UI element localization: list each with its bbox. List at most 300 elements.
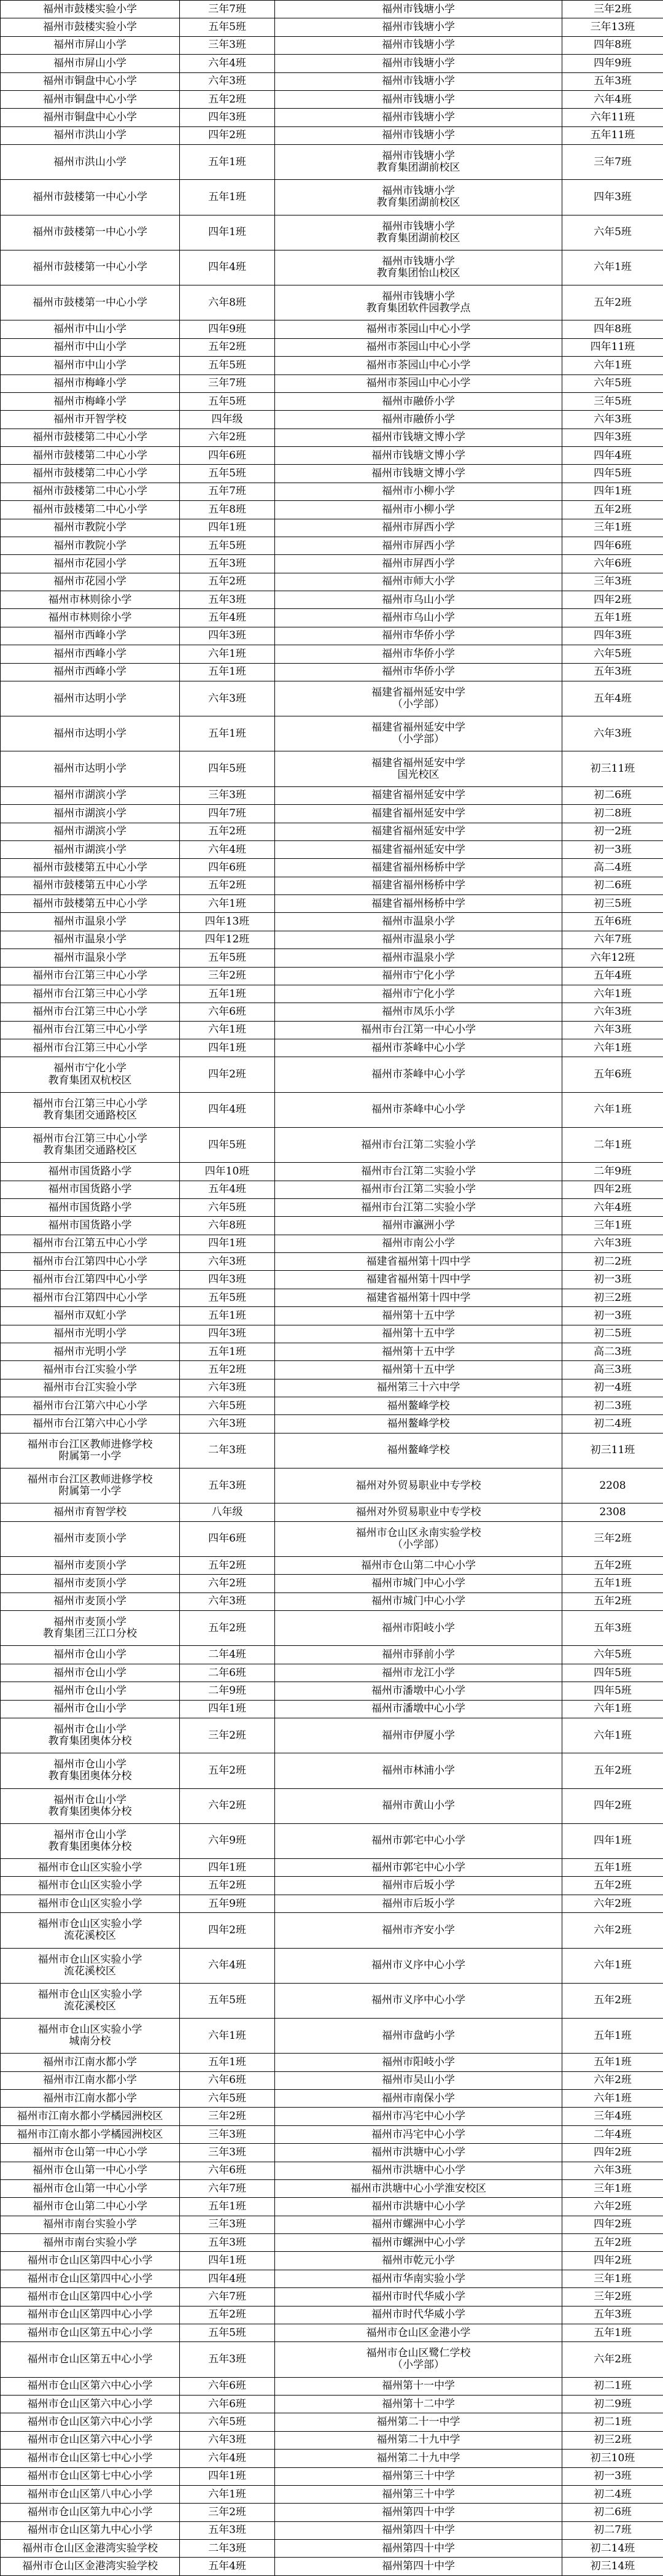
table-row [1, 786, 663, 804]
school-a-cell: 福州市温泉小学 [1, 931, 180, 949]
school-a-cell: 福州市仓山区金港湾实验学校 [1, 2540, 180, 2558]
class-a-cell: 六年5班 [180, 2090, 275, 2108]
table-row [1, 1415, 663, 1433]
table-row [1, 1163, 663, 1181]
school-a-cell: 福州市鼓楼第二中心小学 [1, 501, 180, 519]
class-b-cell: 初一3班 [562, 1271, 663, 1289]
school-b-cell: 福建省福州延安中学 [275, 840, 562, 858]
class-a-cell: 五年5班 [180, 949, 275, 967]
class-b-cell: 高二3班 [562, 1343, 663, 1360]
school-a-cell: 福州市洪山小学 [1, 145, 180, 180]
school-b-cell: 福州市潘墩中心小学 [275, 1700, 562, 1718]
school-a-cell: 福州市仓山区第四中心小学 [1, 2252, 180, 2270]
class-a-cell: 五年2班 [180, 338, 275, 356]
school-a-cell: 福州市麦顶小学 [1, 1575, 180, 1593]
school-a-cell: 福州市仓山第二中心小学 [1, 2198, 180, 2216]
school-a-cell: 福州市江南水都小学 [1, 2090, 180, 2108]
class-a-cell: 六年8班 [180, 285, 275, 320]
table-row [1, 1823, 663, 1858]
table-row [1, 2108, 663, 2125]
table-row [1, 2125, 663, 2143]
school-b-cell: 福建省福州杨桥中学 [275, 859, 562, 877]
school-b-cell: 福州市潘墩中心小学 [275, 1682, 562, 1700]
school-b-cell: 福州鳌峰学校 [275, 1433, 562, 1468]
table-row [1, 537, 663, 554]
class-a-cell: 四年7班 [180, 805, 275, 823]
table-row [1, 2413, 663, 2431]
class-a-cell: 六年1班 [180, 2019, 275, 2054]
class-b-cell: 四年1班 [562, 1823, 663, 1858]
class-b-cell: 五年3班 [562, 1611, 663, 1646]
class-b-cell: 初二1班 [562, 2377, 663, 2395]
table-row [1, 357, 663, 374]
table-row [1, 2216, 663, 2233]
table-row [1, 1718, 663, 1753]
table-row [1, 931, 663, 949]
class-b-cell: 六年1班 [562, 1948, 663, 1983]
school-a-cell: 福州市仓山小学 [1, 1646, 180, 1664]
table-row [1, 447, 663, 465]
table-row [1, 1217, 663, 1235]
class-b-cell: 六年1班 [562, 1700, 663, 1718]
school-a-cell: 福州市湖滨小学 [1, 840, 180, 858]
school-b-cell: 福州市乌山小学 [275, 591, 562, 609]
table-row [1, 1700, 663, 1718]
class-a-cell: 六年3班 [180, 2431, 275, 2449]
school-b-cell: 福建省福州延安中学 [275, 786, 562, 804]
class-a-cell: 四年3班 [180, 1271, 275, 1289]
class-a-cell: 六年6班 [180, 2396, 275, 2413]
class-b-cell: 五年1班 [562, 2054, 663, 2071]
school-a-cell: 福州市花园小学 [1, 555, 180, 573]
table-row [1, 2270, 663, 2287]
school-b-cell: 福州市钱塘小学 [275, 90, 562, 108]
table-row [1, 2288, 663, 2306]
school-a-cell: 福州市仓山区金港湾实验学校 [1, 2558, 180, 2576]
school-a-cell: 福州市鼓楼第五中心小学 [1, 859, 180, 877]
class-a-cell: 五年3班 [180, 2521, 275, 2539]
class-a-cell: 六年3班 [180, 1379, 275, 1397]
school-a-cell: 福州市鼓楼第二中心小学 [1, 447, 180, 465]
school-b-cell: 福州对外贸易职业中专学校 [275, 1503, 562, 1521]
school-a-cell: 福州市仓山区第九中心小学 [1, 2504, 180, 2521]
class-a-cell: 五年1班 [180, 180, 275, 215]
class-a-cell: 五年2班 [180, 823, 275, 840]
class-a-cell: 三年3班 [180, 36, 275, 54]
class-b-cell: 三年5班 [562, 392, 663, 410]
school-a-cell: 福州市西峰小学 [1, 663, 180, 681]
class-b-cell: 初一3班 [562, 840, 663, 858]
class-b-cell: 五年3班 [562, 72, 663, 90]
class-a-cell: 五年1班 [180, 2054, 275, 2071]
class-a-cell: 三年3班 [180, 786, 275, 804]
school-b-cell: 福州市洪塘中心小学淮安校区 [275, 2179, 562, 2197]
school-b-cell: 福州市郭宅中心小学 [275, 1859, 562, 1877]
table-row [1, 250, 663, 285]
table-row [1, 72, 663, 90]
table-row [1, 2198, 663, 2216]
school-b-cell: 福州市华侨小学 [275, 645, 562, 663]
table-row [1, 2450, 663, 2467]
school-a-cell: 福州市台江第六中心小学 [1, 1415, 180, 1433]
table-row [1, 1557, 663, 1575]
class-b-cell: 初二8班 [562, 805, 663, 823]
school-a-cell: 福州市达明小学 [1, 716, 180, 751]
school-b-cell: 福州市钱塘小学 教育集团湖前校区 [275, 145, 562, 180]
table-row [1, 645, 663, 663]
class-a-cell: 二年3班 [180, 1433, 275, 1468]
school-b-cell: 福州市钱塘小学 教育集团软件园教学点 [275, 285, 562, 320]
class-a-cell: 五年5班 [180, 465, 275, 483]
class-a-cell: 六年4班 [180, 1948, 275, 1983]
school-b-cell: 福建省福州延安中学 [275, 823, 562, 840]
class-a-cell: 四年9班 [180, 320, 275, 338]
class-a-cell: 五年8班 [180, 501, 275, 519]
school-b-cell: 福州市钱塘小学 教育集团怡山校区 [275, 250, 562, 285]
class-a-cell: 四年级 [180, 411, 275, 429]
school-a-cell: 福州市仓山区第八中心小学 [1, 2485, 180, 2503]
school-a-cell: 福州市铜盘中心小学 [1, 72, 180, 90]
class-a-cell: 四年5班 [180, 751, 275, 786]
class-b-cell: 六年5班 [562, 374, 663, 392]
school-b-cell: 福州市冯宅中心小学 [275, 2108, 562, 2125]
class-b-cell: 四年3班 [562, 627, 663, 645]
class-a-cell: 五年5班 [180, 357, 275, 374]
class-b-cell: 初二6班 [562, 2504, 663, 2521]
school-b-cell: 福州市台江第二实验小学 [275, 1163, 562, 1181]
class-b-cell: 2208 [562, 1468, 663, 1503]
table-row [1, 1877, 663, 1895]
school-a-cell: 福州市江南水都小学 [1, 2071, 180, 2089]
class-b-cell: 四年3班 [562, 429, 663, 446]
table-row [1, 109, 663, 126]
table-row [1, 2252, 663, 2270]
school-a-cell: 福州市鼓楼第二中心小学 [1, 429, 180, 446]
school-b-cell: 福州第十五中学 [275, 1361, 562, 1379]
class-b-cell: 初二14班 [562, 2540, 663, 2558]
class-b-cell: 二年9班 [562, 1163, 663, 1181]
class-b-cell: 六年1班 [562, 985, 663, 1003]
school-b-cell: 福州市吴山小学 [275, 2071, 562, 2089]
class-b-cell: 四年2班 [562, 2144, 663, 2162]
school-b-cell: 福州第十二中学 [275, 2396, 562, 2413]
school-b-cell: 福州市钱塘小学 [275, 72, 562, 90]
school-b-cell: 福州市南保小学 [275, 2090, 562, 2108]
school-a-cell: 福州市麦顶小学 教育集团三江口分校 [1, 1611, 180, 1646]
school-a-cell: 福州市湖滨小学 [1, 805, 180, 823]
school-a-cell: 福州市花园小学 [1, 573, 180, 591]
school-b-cell: 福州市台江第二实验小学 [275, 1181, 562, 1198]
school-b-cell: 福州第四十中学 [275, 2504, 562, 2521]
school-b-cell: 福州市后坂小学 [275, 1877, 562, 1895]
school-b-cell: 福建省福州杨桥中学 [275, 895, 562, 913]
school-b-cell: 福州市茶园山中心小学 [275, 374, 562, 392]
table-row [1, 2396, 663, 2413]
school-b-cell: 福州市华侨小学 [275, 663, 562, 681]
class-a-cell: 五年2班 [180, 90, 275, 108]
class-a-cell: 六年3班 [180, 1253, 275, 1271]
class-a-cell: 五年3班 [180, 2342, 275, 2377]
school-b-cell: 福州第二十九中学 [275, 2431, 562, 2449]
school-a-cell: 福州市林则徐小学 [1, 609, 180, 627]
school-a-cell: 福州市国货路小学 [1, 1217, 180, 1235]
class-a-cell: 四年1班 [180, 1859, 275, 1877]
class-a-cell: 四年12班 [180, 931, 275, 949]
class-a-cell: 六年5班 [180, 1198, 275, 1216]
school-b-cell: 福州市齐安小学 [275, 1913, 562, 1948]
class-a-cell: 五年2班 [180, 2306, 275, 2324]
class-a-cell: 六年6班 [180, 2162, 275, 2179]
school-a-cell: 福州市仓山区实验小学 流花溪校区 [1, 1948, 180, 1983]
table-row [1, 1895, 663, 1912]
school-b-cell: 福州市钱塘小学 [275, 55, 562, 72]
table-row [1, 483, 663, 500]
school-b-cell: 福州市阳岐小学 [275, 2054, 562, 2071]
school-a-cell: 福州市屏山小学 [1, 36, 180, 54]
class-b-cell: 初三10班 [562, 2450, 663, 2467]
school-b-cell: 福州市茶峰中心小学 [275, 1092, 562, 1127]
table-row [1, 465, 663, 483]
class-b-cell: 六年2班 [562, 2071, 663, 2089]
table-row [1, 2090, 663, 2108]
table-row [1, 180, 663, 215]
class-a-cell: 三年3班 [180, 2125, 275, 2143]
class-b-cell: 2308 [562, 1503, 663, 1521]
class-b-cell: 四年5班 [562, 1664, 663, 1682]
class-a-cell: 四年1班 [180, 1700, 275, 1718]
class-b-cell: 四年2班 [562, 1181, 663, 1198]
table-row [1, 2342, 663, 2377]
table-row [1, 2306, 663, 2324]
table-row [1, 2234, 663, 2252]
school-a-cell: 福州市鼓楼第五中心小学 [1, 877, 180, 894]
school-a-cell: 福州市鼓楼第二中心小学 [1, 465, 180, 483]
class-a-cell: 五年5班 [180, 1983, 275, 2018]
table-row [1, 1433, 663, 1468]
class-b-cell: 六年3班 [562, 1003, 663, 1021]
table-row [1, 1859, 663, 1877]
table-row [1, 1271, 663, 1289]
school-b-cell: 福州市城门中心小学 [275, 1593, 562, 1610]
class-a-cell: 六年1班 [180, 895, 275, 913]
school-b-cell: 福州市郭宅中心小学 [275, 1823, 562, 1858]
school-a-cell: 福州市台江实验小学 [1, 1379, 180, 1397]
class-b-cell: 五年2班 [562, 1557, 663, 1575]
class-a-cell: 三年2班 [180, 1718, 275, 1753]
class-a-cell: 六年6班 [180, 2071, 275, 2089]
class-b-cell: 三年3班 [562, 573, 663, 591]
school-b-cell: 福建省福州延安中学 [275, 805, 562, 823]
school-a-cell: 福州市光明小学 [1, 1325, 180, 1343]
class-a-cell: 八年级 [180, 1503, 275, 1521]
school-a-cell: 福州市鼓楼第二中心小学 [1, 483, 180, 500]
class-a-cell: 五年1班 [180, 145, 275, 180]
class-b-cell: 六年1班 [562, 2090, 663, 2108]
class-b-cell: 六年1班 [562, 250, 663, 285]
school-b-cell: 福州第十五中学 [275, 1307, 562, 1325]
class-b-cell: 五年1班 [562, 1859, 663, 1877]
school-a-cell: 福州市梅峰小学 [1, 374, 180, 392]
table-row [1, 1343, 663, 1360]
school-b-cell: 福州市师大小学 [275, 573, 562, 591]
class-a-cell: 六年7班 [180, 2288, 275, 2306]
class-b-cell: 六年1班 [562, 1092, 663, 1127]
school-b-cell: 福州市凤乐小学 [275, 1003, 562, 1021]
table-row [1, 2179, 663, 2197]
class-a-cell: 五年5班 [180, 18, 275, 36]
school-a-cell: 福州市台江第三中心小学 [1, 1003, 180, 1021]
school-a-cell: 福州市台江第五中心小学 [1, 1235, 180, 1252]
school-a-cell: 福州市台江区教师进修学校 附属第一小学 [1, 1433, 180, 1468]
school-a-cell: 福州市仓山区实验小学 城南分校 [1, 2019, 180, 2054]
class-b-cell: 四年6班 [562, 537, 663, 554]
class-b-cell: 三年1班 [562, 1217, 663, 1235]
class-a-cell: 三年2班 [180, 967, 275, 985]
class-b-cell: 初二2班 [562, 1253, 663, 1271]
school-a-cell: 福州市温泉小学 [1, 913, 180, 931]
school-a-cell: 福州市双虹小学 [1, 1307, 180, 1325]
school-b-cell: 福州市屏西小学 [275, 537, 562, 554]
class-b-cell: 三年1班 [562, 2270, 663, 2287]
class-b-cell: 三年2班 [562, 1, 663, 18]
table-row [1, 1361, 663, 1379]
class-b-cell: 五年6班 [562, 1057, 663, 1092]
table-row [1, 2521, 663, 2539]
class-a-cell: 六年2班 [180, 1788, 275, 1823]
table-row [1, 591, 663, 609]
table-row [1, 215, 663, 250]
school-a-cell: 福州市仓山区第六中心小学 [1, 2413, 180, 2431]
class-a-cell: 四年13班 [180, 913, 275, 931]
school-a-cell: 福州市屏山小学 [1, 55, 180, 72]
school-a-cell: 福州市麦顶小学 [1, 1557, 180, 1575]
school-a-cell: 福州市台江第三中心小学 [1, 1039, 180, 1057]
class-b-cell: 三年2班 [562, 2288, 663, 2306]
class-a-cell: 四年2班 [180, 126, 275, 144]
class-b-cell: 六年1班 [562, 1039, 663, 1057]
table-row [1, 1646, 663, 1664]
table-row [1, 1325, 663, 1343]
table-row [1, 1092, 663, 1127]
table-row [1, 392, 663, 410]
class-a-cell: 五年3班 [180, 2234, 275, 2252]
class-b-cell: 五年1班 [562, 609, 663, 627]
class-b-cell: 初一2班 [562, 823, 663, 840]
class-b-cell: 五年4班 [562, 681, 663, 716]
table-row [1, 627, 663, 645]
table-row [1, 2431, 663, 2449]
class-b-cell: 四年8班 [562, 36, 663, 54]
class-b-cell: 六年3班 [562, 1235, 663, 1252]
school-a-cell: 福州市江南水都小学橘园洲校区 [1, 2108, 180, 2125]
school-a-cell: 福州市台江第三中心小学 [1, 967, 180, 985]
school-b-cell: 福州市义序中心小学 [275, 1983, 562, 2018]
school-a-cell: 福州市仓山区第六中心小学 [1, 2396, 180, 2413]
school-b-cell: 福州市钱塘小学 教育集团湖前校区 [275, 180, 562, 215]
class-b-cell: 初二1班 [562, 2413, 663, 2431]
table-row [1, 555, 663, 573]
school-a-cell: 福州市仓山区实验小学 [1, 1877, 180, 1895]
class-b-cell: 六年3班 [562, 411, 663, 429]
table-row [1, 1913, 663, 1948]
class-b-cell: 三年2班 [562, 1521, 663, 1556]
class-b-cell: 二年1班 [562, 1127, 663, 1162]
class-b-cell: 五年4班 [562, 967, 663, 985]
table-row [1, 1307, 663, 1325]
class-b-cell: 四年11班 [562, 338, 663, 356]
school-b-cell: 福州第四十中学 [275, 2521, 562, 2539]
school-a-cell: 福州市达明小学 [1, 751, 180, 786]
table-row [1, 1, 663, 18]
class-b-cell: 高二4班 [562, 859, 663, 877]
class-a-cell: 三年3班 [180, 2216, 275, 2233]
class-b-cell: 五年1班 [562, 1575, 663, 1593]
class-b-cell: 五年2班 [562, 501, 663, 519]
school-b-cell: 福州市阳岐小学 [275, 1611, 562, 1646]
table-row [1, 1181, 663, 1198]
school-a-cell: 福州市仓山区第五中心小学 [1, 2324, 180, 2341]
class-a-cell: 四年6班 [180, 447, 275, 465]
class-a-cell: 四年5班 [180, 1127, 275, 1162]
table-row [1, 1003, 663, 1021]
school-a-cell: 福州市仓山区第四中心小学 [1, 2288, 180, 2306]
school-b-cell: 福州市伊厦小学 [275, 1718, 562, 1753]
school-b-cell: 福州市黄山小学 [275, 1788, 562, 1823]
school-b-cell: 福州市林浦小学 [275, 1753, 562, 1788]
table-row [1, 840, 663, 858]
school-a-cell: 福州市湖滨小学 [1, 786, 180, 804]
school-b-cell: 福州市宁化小学 [275, 985, 562, 1003]
table-row [1, 877, 663, 894]
school-b-cell: 福州市茶园山中心小学 [275, 338, 562, 356]
table-row [1, 411, 663, 429]
class-a-cell: 六年5班 [180, 1397, 275, 1415]
school-b-cell: 福州市后坂小学 [275, 1895, 562, 1912]
class-b-cell: 二年4班 [562, 2125, 663, 2143]
school-b-cell: 福州市台江第二实验小学 [275, 1198, 562, 1216]
table-row [1, 1664, 663, 1682]
school-b-cell: 福州市小柳小学 [275, 501, 562, 519]
class-b-cell: 六年4班 [562, 1198, 663, 1216]
class-b-cell: 五年2班 [562, 1983, 663, 2018]
class-a-cell: 六年3班 [180, 72, 275, 90]
school-b-cell: 福州市龙江小学 [275, 1664, 562, 1682]
school-b-cell: 福州市洪塘中心小学 [275, 2162, 562, 2179]
school-a-cell: 福州市开智学校 [1, 411, 180, 429]
class-a-cell: 二年4班 [180, 1646, 275, 1664]
school-b-cell: 福州第三十中学 [275, 2467, 562, 2485]
class-a-cell: 五年2班 [180, 1611, 275, 1646]
class-a-cell: 五年1班 [180, 716, 275, 751]
school-a-cell: 福州市南台实验小学 [1, 2216, 180, 2233]
class-b-cell: 初一4班 [562, 1379, 663, 1397]
school-a-cell: 福州市江南水都小学橘园洲校区 [1, 2125, 180, 2143]
table-row [1, 1127, 663, 1162]
table-row [1, 338, 663, 356]
class-a-cell: 五年1班 [180, 1343, 275, 1360]
school-a-cell: 福州市仓山区第七中心小学 [1, 2467, 180, 2485]
school-a-cell: 福州市温泉小学 [1, 949, 180, 967]
class-b-cell: 六年4班 [562, 90, 663, 108]
school-a-cell: 福州市鼓楼实验小学 [1, 18, 180, 36]
class-a-cell: 三年7班 [180, 374, 275, 392]
school-b-cell: 福州市钱塘文博小学 [275, 447, 562, 465]
school-b-cell: 福州市茶峰中心小学 [275, 1057, 562, 1092]
school-a-cell: 福州市鼓楼第一中心小学 [1, 215, 180, 250]
school-a-cell: 福州市宁化小学 教育集团双杭校区 [1, 1057, 180, 1092]
class-b-cell: 四年2班 [562, 2252, 663, 2270]
class-a-cell: 四年6班 [180, 1521, 275, 1556]
